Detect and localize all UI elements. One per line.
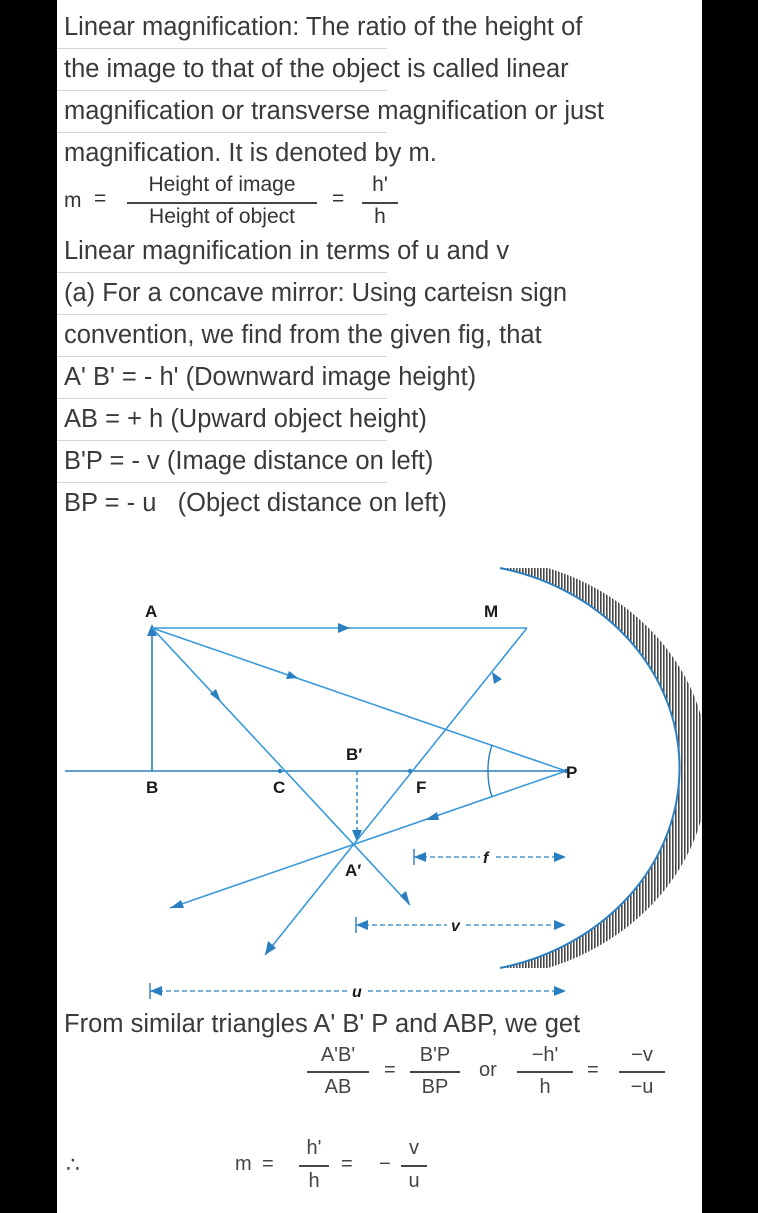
label-A: A — [145, 602, 158, 621]
fraction-numerator: h' — [306, 1137, 322, 1159]
page — [57, 0, 702, 1213]
equals-sign: = — [94, 187, 107, 210]
dimension-arrowhead — [414, 852, 426, 862]
fraction-denominator: h — [308, 1170, 320, 1192]
minus-sign: − — [379, 1153, 391, 1175]
or-text: or — [479, 1059, 497, 1081]
ray-reflected-from-pole — [170, 771, 566, 908]
similar-triangles-text: From similar triangles A' B' P and ABP, we get — [64, 1010, 581, 1038]
fraction-bar — [307, 1071, 369, 1073]
equals-sign: = — [587, 1059, 599, 1081]
fraction-bar — [410, 1071, 460, 1073]
body-line-2: (a) For a concave mirror: Using carteisn sign — [64, 279, 568, 307]
label-F: F — [416, 778, 427, 797]
fraction-denominator: u — [408, 1170, 420, 1192]
fraction-numerator: A'B' — [320, 1044, 356, 1066]
fraction-denominator: AB — [324, 1076, 352, 1098]
label-A-prime: A′ — [345, 861, 362, 880]
label-v: v — [451, 918, 460, 935]
dimension-arrowhead — [554, 852, 566, 862]
body-line-5: AB = + h (Upward object height) — [64, 405, 427, 433]
intro-line-1: Linear magnification: The ratio of the height of — [64, 13, 583, 41]
mirror-hatching — [500, 568, 702, 968]
ray-arrowhead — [425, 812, 439, 820]
fraction-denominator: h — [539, 1076, 551, 1098]
ray-arrowhead — [286, 671, 298, 679]
intro-line-2: the image to that of the object is called linear — [64, 55, 569, 83]
fraction-numerator: h' — [372, 173, 388, 196]
label-B-prime: B′ — [346, 745, 363, 764]
fraction-denominator: Height of object — [149, 205, 295, 228]
dimension-arrowhead — [150, 986, 162, 996]
intro-line-4: magnification. It is denoted by m. — [64, 139, 437, 167]
intro-line-3: magnification or transverse magnification or just — [64, 97, 604, 125]
label-B: B — [146, 778, 159, 797]
ray-arrowhead — [338, 623, 350, 633]
therefore-symbol: ∴ — [66, 1152, 80, 1177]
angle-arc-lower — [488, 771, 492, 797]
fraction-denominator: h — [374, 205, 386, 228]
point-F — [408, 769, 412, 773]
dimension-arrowhead — [554, 920, 566, 930]
label-M: M — [484, 602, 499, 621]
fraction-numerator: B'P — [419, 1044, 451, 1066]
equals-sign: = — [341, 1153, 353, 1175]
angle-arc-upper — [488, 745, 492, 771]
fraction-bar — [299, 1165, 329, 1167]
fraction-denominator: BP — [421, 1076, 449, 1098]
fraction-numerator: −h' — [531, 1044, 559, 1066]
label-C: C — [273, 778, 286, 797]
body-line-3: convention, we find from the given fig, that — [64, 321, 542, 349]
equals-sign: = — [384, 1059, 396, 1081]
ray-arrowhead — [400, 891, 410, 905]
body-line-1: Linear magnification in terms of u and v — [64, 237, 510, 265]
equals-sign: = — [262, 1153, 274, 1175]
ray-diagram — [57, 0, 702, 1010]
fraction-denominator: −u — [630, 1076, 654, 1098]
equals-sign: = — [332, 187, 345, 210]
label-P: P — [566, 763, 578, 782]
ray-through-centre — [152, 628, 410, 905]
ray-arrowhead — [170, 900, 184, 908]
fraction-bar — [517, 1071, 573, 1073]
fraction-bar — [619, 1071, 665, 1073]
body-line-7: BP = - u (Object distance on left) — [64, 489, 447, 517]
dimension-arrowhead — [554, 986, 566, 996]
fraction-numerator: Height of image — [148, 173, 296, 196]
dimension-arrowhead — [356, 920, 368, 930]
label-u: u — [352, 984, 362, 1001]
body-line-6: B'P = - v (Image distance on left) — [64, 447, 434, 475]
fraction-numerator: −v — [631, 1044, 653, 1066]
ray-arrowhead — [492, 672, 502, 684]
label-f: f — [483, 850, 489, 867]
m-symbol: m — [235, 1153, 252, 1175]
fraction-bar — [401, 1165, 427, 1167]
body-line-4: A' B' = - h' (Downward image height) — [64, 363, 477, 391]
fraction-numerator: v — [409, 1137, 419, 1159]
m-symbol: m — [64, 189, 82, 212]
point-C — [278, 769, 282, 773]
